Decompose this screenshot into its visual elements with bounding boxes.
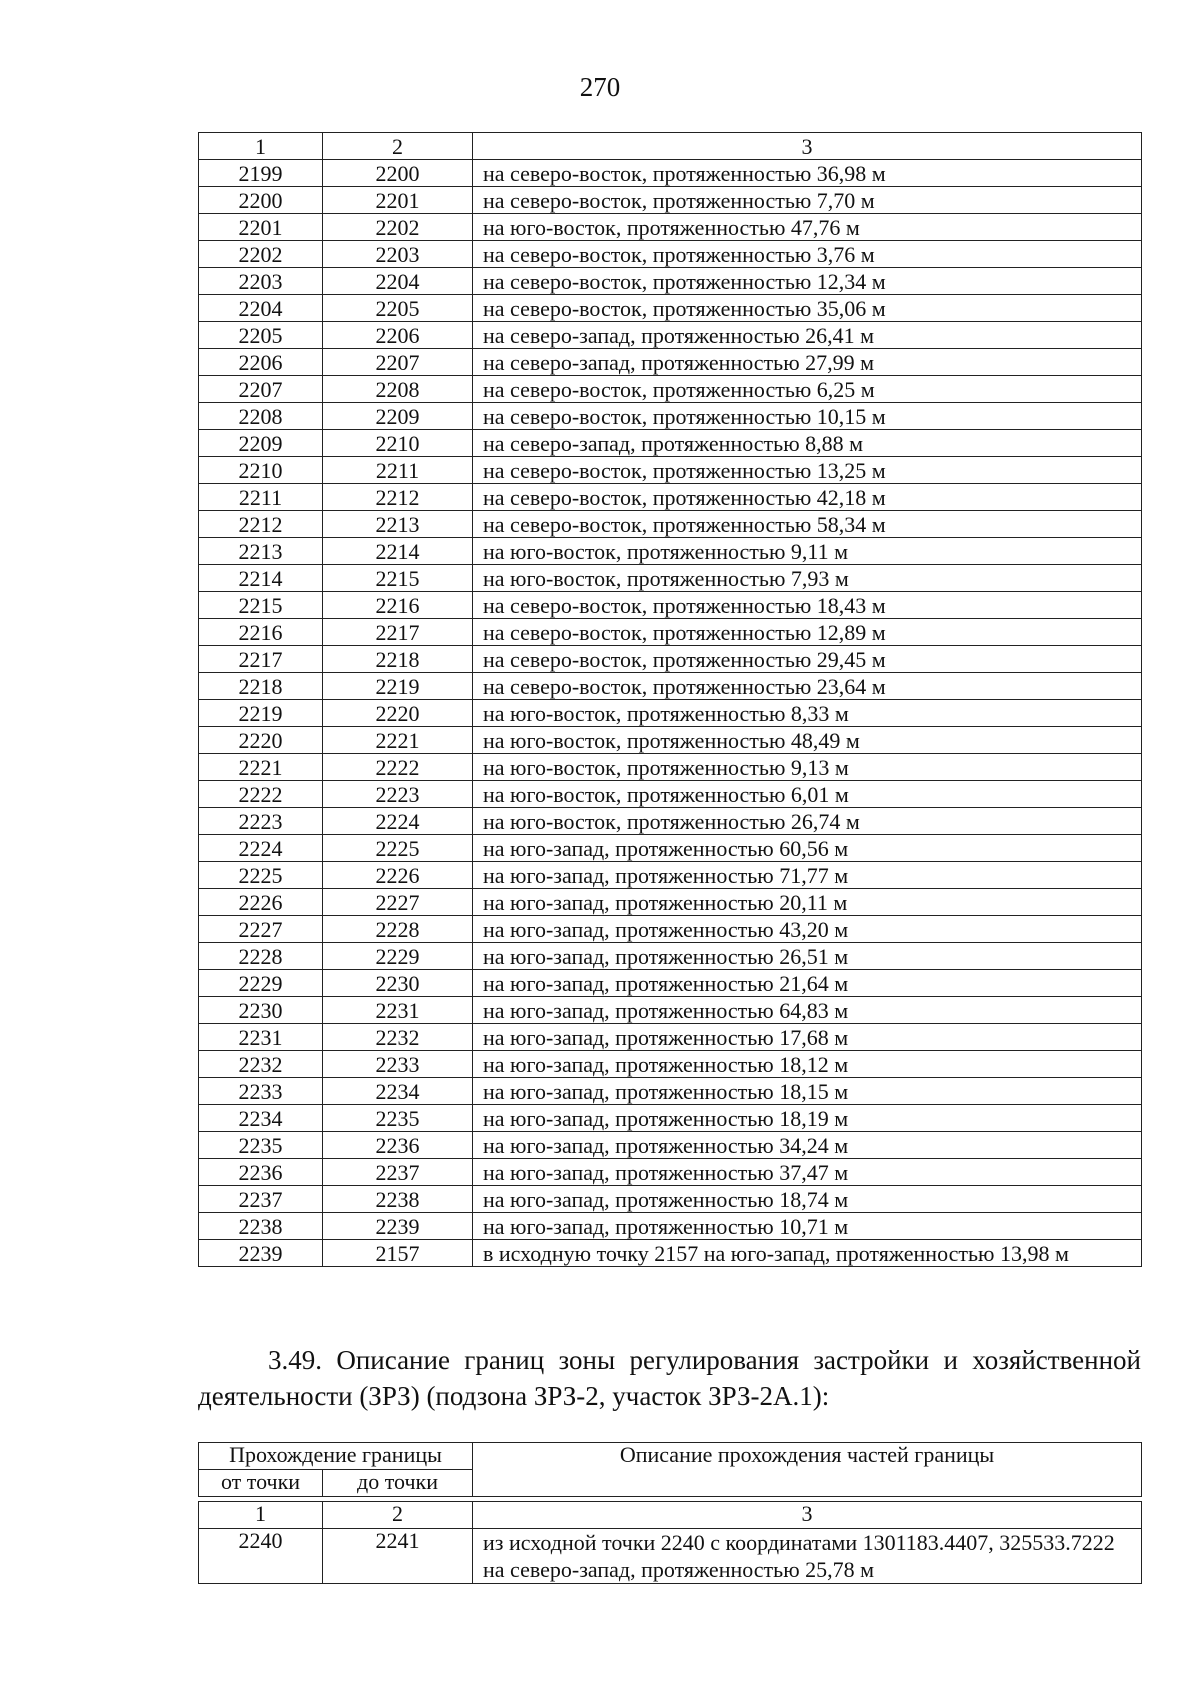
segment-description: на юго-восток, протяженностью 47,76 м [473, 214, 1142, 241]
segment-description: на юго-запад, протяженностью 60,56 м [473, 835, 1142, 862]
segment-description: на юго-запад, протяженностью 17,68 м [473, 1024, 1142, 1051]
column-number-3: 3 [473, 133, 1142, 160]
table-row [199, 295, 1142, 322]
segment-description: на юго-восток, протяженностью 48,49 м [473, 727, 1142, 754]
from-point: 2238 [199, 1213, 323, 1240]
from-point: 2201 [199, 214, 323, 241]
from-point: 2206 [199, 349, 323, 376]
segment-description: в исходную точку 2157 на юго-запад, протяженностью 13,98 м [473, 1240, 1142, 1267]
header-description: Описание прохождения частей границы [473, 1443, 1142, 1497]
from-point: 2216 [199, 619, 323, 646]
segment-description: на юго-запад, протяженностью 18,15 м [473, 1078, 1142, 1105]
column-number-2: 2 [323, 1502, 473, 1529]
segment-description: на юго-восток, протяженностью 8,33 м [473, 700, 1142, 727]
from-point: 2223 [199, 808, 323, 835]
table-row [199, 187, 1142, 214]
table-row [199, 1024, 1142, 1051]
segment-description: на северо-восток, протяженностью 12,34 м [473, 268, 1142, 295]
from-point: 2217 [199, 646, 323, 673]
to-point: 2230 [323, 970, 473, 997]
to-point: 2203 [323, 241, 473, 268]
segment-description: на юго-запад, протяженностью 64,83 м [473, 997, 1142, 1024]
table-row [199, 916, 1142, 943]
to-point: 2210 [323, 430, 473, 457]
segment-description: на юго-восток, протяженностью 9,11 м [473, 538, 1142, 565]
to-point: 2223 [323, 781, 473, 808]
table-row [199, 646, 1142, 673]
from-point: 2235 [199, 1132, 323, 1159]
from-point: 2236 [199, 1159, 323, 1186]
from-point: 2224 [199, 835, 323, 862]
table-row [199, 403, 1142, 430]
to-point: 2232 [323, 1024, 473, 1051]
column-number-1: 1 [199, 1502, 323, 1529]
table-row [199, 1213, 1142, 1240]
segment-description: на юго-восток, протяженностью 6,01 м [473, 781, 1142, 808]
page-number: 270 [579, 72, 621, 102]
table-row [199, 970, 1142, 997]
table-row [199, 1240, 1142, 1267]
segment-description: на юго-запад, протяженностью 18,19 м [473, 1105, 1142, 1132]
table-row [199, 781, 1142, 808]
table-row [199, 1105, 1142, 1132]
segment-description: на юго-запад, протяженностью 43,20 м [473, 916, 1142, 943]
table-row [199, 349, 1142, 376]
table-row [199, 457, 1142, 484]
table-row [199, 862, 1142, 889]
table-row [199, 1132, 1142, 1159]
to-point: 2204 [323, 268, 473, 295]
from-point: 2225 [199, 862, 323, 889]
segment-description: на юго-восток, протяженностью 9,13 м [473, 754, 1142, 781]
segment-description: на юго-запад, протяженностью 20,11 м [473, 889, 1142, 916]
to-point: 2215 [323, 565, 473, 592]
table-row [199, 889, 1142, 916]
table-row [199, 754, 1142, 781]
from-point: 2222 [199, 781, 323, 808]
segment-description: из исходной точки 2240 с координатами 1301183.4407, 325533.7222 на северо-запад, протяженностью 25,78 м [473, 1529, 1142, 1584]
to-point: 2220 [323, 700, 473, 727]
from-point: 2199 [199, 160, 323, 187]
segment-description: на юго-запад, протяженностью 21,64 м [473, 970, 1142, 997]
segment-description: на северо-восток, протяженностью 58,34 м [473, 511, 1142, 538]
to-point: 2217 [323, 619, 473, 646]
table-row [199, 1159, 1142, 1186]
table-row [199, 619, 1142, 646]
from-point: 2202 [199, 241, 323, 268]
to-point: 2211 [323, 457, 473, 484]
table-header-row [199, 133, 1142, 160]
from-point: 2219 [199, 700, 323, 727]
group-header-boundary: Прохождение границы [199, 1443, 473, 1470]
table-row [199, 511, 1142, 538]
boundary-table-continued [198, 132, 1142, 1267]
segment-description: на северо-запад, протяженностью 8,88 м [473, 430, 1142, 457]
section-heading: 3.49. Описание границ зоны регулирования застройки и хозяйственной деятельности (ЗРЗ) (подзона ЗРЗ-2, участок ЗРЗ-2А.1): [198, 1345, 1141, 1411]
from-point: 2234 [199, 1105, 323, 1132]
segment-description: на северо-запад, протяженностью 26,41 м [473, 322, 1142, 349]
to-point: 2228 [323, 916, 473, 943]
from-point: 2207 [199, 376, 323, 403]
segment-description: на юго-запад, протяженностью 71,77 м [473, 862, 1142, 889]
to-point: 2235 [323, 1105, 473, 1132]
from-point: 2209 [199, 430, 323, 457]
segment-description: на северо-восток, протяженностью 18,43 м [473, 592, 1142, 619]
table-row [199, 1529, 1142, 1584]
boundary-table-zrz-2a1 [198, 1442, 1142, 1584]
to-point: 2205 [323, 295, 473, 322]
segment-description: на северо-восток, протяженностью 35,06 м [473, 295, 1142, 322]
table-row [199, 214, 1142, 241]
to-point: 2227 [323, 889, 473, 916]
to-point: 2202 [323, 214, 473, 241]
to-point: 2241 [323, 1529, 473, 1584]
segment-description: на юго-запад, протяженностью 18,74 м [473, 1186, 1142, 1213]
to-point: 2219 [323, 673, 473, 700]
segment-description: на юго-запад, протяженностью 10,71 м [473, 1213, 1142, 1240]
table-row [199, 538, 1142, 565]
segment-description: на юго-восток, протяженностью 7,93 м [473, 565, 1142, 592]
to-point: 2214 [323, 538, 473, 565]
segment-description: на северо-запад, протяженностью 27,99 м [473, 349, 1142, 376]
table-row [199, 808, 1142, 835]
from-point: 2231 [199, 1024, 323, 1051]
from-point: 2211 [199, 484, 323, 511]
from-point: 2228 [199, 943, 323, 970]
to-point: 2236 [323, 1132, 473, 1159]
to-point: 2207 [323, 349, 473, 376]
segment-description: на юго-восток, протяженностью 26,74 м [473, 808, 1142, 835]
segment-description: на юго-запад, протяженностью 26,51 м [473, 943, 1142, 970]
from-point: 2221 [199, 754, 323, 781]
from-point: 2203 [199, 268, 323, 295]
table-row [199, 241, 1142, 268]
to-point: 2234 [323, 1078, 473, 1105]
table-row [199, 322, 1142, 349]
to-point: 2224 [323, 808, 473, 835]
segment-description: на северо-восток, протяженностью 29,45 м [473, 646, 1142, 673]
table-number-row [199, 1502, 1142, 1529]
segment-description: на северо-восток, протяженностью 42,18 м [473, 484, 1142, 511]
to-point: 2157 [323, 1240, 473, 1267]
to-point: 2233 [323, 1051, 473, 1078]
from-point: 2200 [199, 187, 323, 214]
header-from-point: от точки [199, 1470, 323, 1497]
header-to-point: до точки [323, 1470, 473, 1497]
table-row [199, 376, 1142, 403]
column-number-3: 3 [473, 1502, 1142, 1529]
from-point: 2230 [199, 997, 323, 1024]
table-row [199, 997, 1142, 1024]
to-point: 2209 [323, 403, 473, 430]
from-point: 2233 [199, 1078, 323, 1105]
segment-description: на юго-запад, протяженностью 34,24 м [473, 1132, 1142, 1159]
segment-description: на северо-восток, протяженностью 6,25 м [473, 376, 1142, 403]
from-point: 2226 [199, 889, 323, 916]
table-row [199, 727, 1142, 754]
from-point: 2213 [199, 538, 323, 565]
from-point: 2208 [199, 403, 323, 430]
from-point: 2239 [199, 1240, 323, 1267]
from-point: 2210 [199, 457, 323, 484]
from-point: 2240 [199, 1529, 323, 1584]
segment-description: на северо-восток, протяженностью 13,25 м [473, 457, 1142, 484]
from-point: 2229 [199, 970, 323, 997]
to-point: 2237 [323, 1159, 473, 1186]
to-point: 2221 [323, 727, 473, 754]
from-point: 2232 [199, 1051, 323, 1078]
table-row [199, 700, 1142, 727]
to-point: 2225 [323, 835, 473, 862]
table-row [199, 943, 1142, 970]
table-row [199, 673, 1142, 700]
segment-description: на северо-восток, протяженностью 23,64 м [473, 673, 1142, 700]
to-point: 2231 [323, 997, 473, 1024]
table-row [199, 1186, 1142, 1213]
to-point: 2218 [323, 646, 473, 673]
from-point: 2205 [199, 322, 323, 349]
from-point: 2212 [199, 511, 323, 538]
to-point: 2226 [323, 862, 473, 889]
table-row [199, 484, 1142, 511]
to-point: 2213 [323, 511, 473, 538]
table-row [199, 565, 1142, 592]
table-row [199, 160, 1142, 187]
from-point: 2220 [199, 727, 323, 754]
table-header-row [199, 1443, 1142, 1470]
from-point: 2214 [199, 565, 323, 592]
table-row [199, 592, 1142, 619]
from-point: 2215 [199, 592, 323, 619]
to-point: 2206 [323, 322, 473, 349]
from-point: 2237 [199, 1186, 323, 1213]
segment-description: на северо-восток, протяженностью 12,89 м [473, 619, 1142, 646]
table-row [199, 835, 1142, 862]
to-point: 2216 [323, 592, 473, 619]
column-number-1: 1 [199, 133, 323, 160]
segment-description: на юго-запад, протяженностью 37,47 м [473, 1159, 1142, 1186]
to-point: 2201 [323, 187, 473, 214]
to-point: 2200 [323, 160, 473, 187]
segment-description: на северо-восток, протяженностью 36,98 м [473, 160, 1142, 187]
to-point: 2222 [323, 754, 473, 781]
table-row [199, 1051, 1142, 1078]
table-row [199, 268, 1142, 295]
from-point: 2218 [199, 673, 323, 700]
from-point: 2227 [199, 916, 323, 943]
segment-description: на юго-запад, протяженностью 18,12 м [473, 1051, 1142, 1078]
table-row [199, 1078, 1142, 1105]
to-point: 2229 [323, 943, 473, 970]
to-point: 2208 [323, 376, 473, 403]
to-point: 2239 [323, 1213, 473, 1240]
segment-description: на северо-восток, протяженностью 3,76 м [473, 241, 1142, 268]
segment-description: на северо-восток, протяженностью 7,70 м [473, 187, 1142, 214]
to-point: 2212 [323, 484, 473, 511]
from-point: 2204 [199, 295, 323, 322]
table-row [199, 430, 1142, 457]
to-point: 2238 [323, 1186, 473, 1213]
column-number-2: 2 [323, 133, 473, 160]
segment-description: на северо-восток, протяженностью 10,15 м [473, 403, 1142, 430]
